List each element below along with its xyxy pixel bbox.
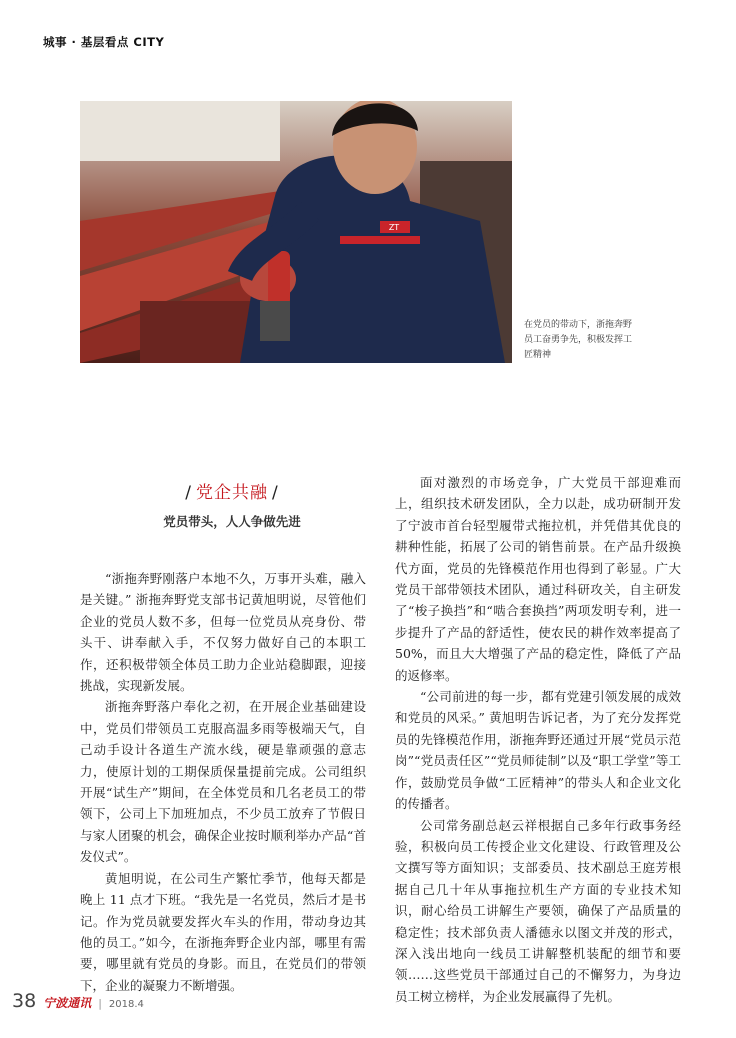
paragraph: 面对激烈的市场竞争，广大党员干部迎难而上，组织技术研发团队，全力以赴，成功研制开发了宁波市首台轻型履带式拖拉机，并凭借其优良的耕种性能，拓展了公司的销售前景。在产品升级换代方面，党员的先锋模范作用也得到了彰显。广大党员干部带领技术团队，通过科研攻关，自主研发了“梭子换挡”和“啮合套换挡”两项发明专利，进一步提升了产品的舒适性，使农民的耕作效率提高了 50%，而且大大增强了产品的稳定性，降低了产品的返修率。 (395, 475, 681, 683)
paragraph: “公司前进的每一步，都有党建引领发展的成效和党员的风采。” 黄旭明告诉记者，为了充分发挥党员的先锋模范作用，浙拖奔野还通过开展“党员示范岗”“党员责任区”“党员师徒制”以及“职工学堂”等工作，鼓励党员争做“工匠精神”的带头人和企业文化的传播者。 (395, 689, 681, 812)
magazine-logo: 宁波通讯 (43, 996, 92, 1010)
paragraph: 浙拖奔野落户奉化之初，在开展企业基础建设中，党员们带领员工克服高温多雨等极端天气，自己动手设计各道生产流水线，硬是靠顽强的意志力，使原计划的工期保质保量提前完成。公司组织开展“试生产”期间，在全体党员和几名老员工的带领下，公司上下加班加点，不少员工放弃了节假日与家人团聚的机会，确保企业按时顺利举办产品“首发仪式”。 (80, 699, 366, 865)
photo-caption: 在党员的带动下，浙拖奔野员工奋勇争先，积极发挥工匠精神 (524, 320, 633, 360)
article-title-line (80, 478, 384, 503)
issue-date: 2018.4 (108, 999, 144, 1010)
article-title: 党企共融 (196, 483, 268, 503)
article-heading (80, 478, 384, 530)
slash-right: / (272, 483, 279, 503)
article-column-left (80, 568, 366, 996)
article-subtitle: 党员带头，人人争做先进 (163, 514, 301, 529)
jacket-logo: ZT (388, 223, 400, 232)
page-footer (12, 990, 144, 1012)
section-header: 城事 · 基层看点 CITY (43, 35, 165, 49)
paragraph: 公司常务副总赵云祥根据自己多年行政事务经验，积极向员工传授企业文化建设、行政管理及公文撰写等方面知识；支部委员、技术副总王庭芳根据自己几十年从事拖拉机生产方面的专业技术知识，耐心给员工讲解生产要领，确保了产品质量的稳定性；技术部负责人潘德永以图文并茂的形式，深入浅出地向一线员工讲解整机装配的细节和要领……这些党员干部通过自己的不懈努力，为身边员工树立榜样，为企业发展赢得了先机。 (395, 817, 681, 1004)
footer-divider: | (98, 997, 102, 1010)
slash-left: / (185, 483, 192, 503)
article-photo (80, 101, 512, 363)
page-number: 38 (12, 990, 37, 1012)
article-column-right (395, 472, 681, 1007)
paragraph: “浙拖奔野刚落户本地不久，万事开头难，融入是关键。” 浙拖奔野党支部书记黄旭明说，尽管他们企业的党员人数不多，但每一位党员从亮身份、带头干、讲奉献入手，不仅努力做好自己的本职工作，还积极带领全体员工助力企业站稳脚跟，迎接挑战，实现新发展。 (80, 571, 366, 694)
paragraph: 黄旭明说，在公司生产繁忙季节，他每天都是晚上 11 点才下班。“我先是一名党员，然后才是书记。作为党员就要发挥火车头的作用，带动身边其他的员工。”如今，在浙拖奔野企业内部，哪里有需要，哪里就有党员的身影。而且，在党员们的带领下，企业的凝聚力不断增强。 (80, 870, 366, 993)
